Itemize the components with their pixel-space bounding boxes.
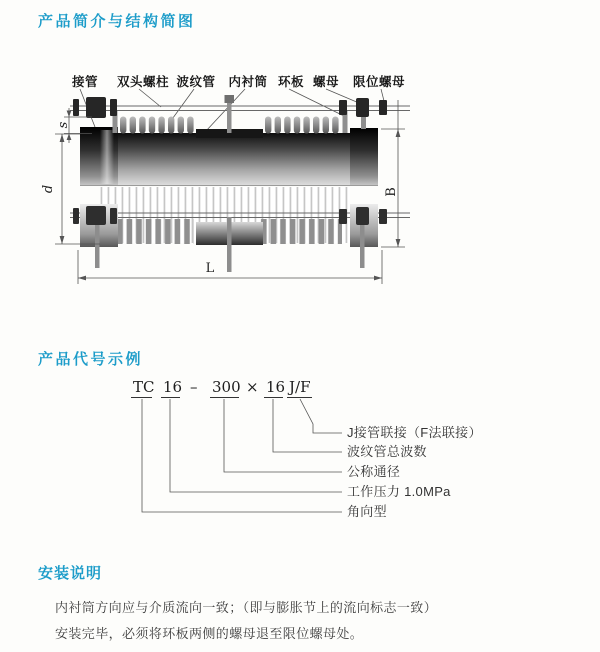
end-flange xyxy=(350,128,378,185)
callout-wave-count: 波纹管总波数 xyxy=(347,444,427,459)
label-limit-nut: 限位螺母 xyxy=(352,75,406,89)
dim-label-B: B xyxy=(384,187,399,197)
bellows-reflection-right xyxy=(258,219,342,244)
code-seg-dash: – xyxy=(190,378,198,396)
bellows-left xyxy=(120,117,194,134)
code-seg-waves: 16 xyxy=(266,378,286,396)
label-stud-bolt: 双头螺柱 xyxy=(116,75,170,89)
dimension-B xyxy=(381,100,405,247)
pipe-highlight xyxy=(100,130,114,184)
bellows-reflection-left xyxy=(112,219,194,244)
section-title-intro: 产品简介与结构简图 xyxy=(38,13,196,30)
bellows-right xyxy=(265,117,339,134)
code-callout-lines xyxy=(142,399,342,512)
callout-angular-type: 角向型 xyxy=(347,504,387,519)
part-labels xyxy=(71,74,405,89)
section-title-code-example: 产品代号示例 xyxy=(38,351,144,368)
code-segments xyxy=(133,378,310,396)
expansion-joint-illustration xyxy=(41,74,410,284)
label-bellows: 波纹管 xyxy=(176,75,216,89)
callout-connection: J接管联接（F法联接） xyxy=(347,425,482,440)
code-callout-labels xyxy=(347,425,482,519)
product-code-diagram xyxy=(131,378,482,519)
code-seg-times: × xyxy=(246,378,259,396)
installation-line-2: 安装完毕，必须将环板两侧的螺母退至限位螺母处。 xyxy=(55,626,364,641)
label-ring-plate: 环板 xyxy=(277,75,305,89)
label-nut: 螺母 xyxy=(312,75,340,89)
section-title-installation: 安装说明 xyxy=(38,565,103,582)
code-seg-type: TC xyxy=(133,378,155,396)
code-seg-pressure: 16 xyxy=(163,378,183,396)
callout-working-pressure: 工作压力 1.0MPa xyxy=(347,484,451,499)
dim-label-L: L xyxy=(205,261,215,276)
code-seg-diameter: 300 xyxy=(212,378,241,396)
joint-body xyxy=(118,133,350,185)
installation-line-1: 内衬筒方向应与介质流向一致；（即与膨胀节上的流向标志一致） xyxy=(55,600,438,615)
code-seg-connection: J/F xyxy=(289,378,311,396)
label-inner-sleeve: 内衬筒 xyxy=(228,75,268,89)
label-pipe-end: 接管 xyxy=(71,75,99,89)
dim-label-d: d xyxy=(41,184,56,194)
callout-nominal-diameter: 公称通径 xyxy=(347,464,401,479)
dim-label-s: s xyxy=(56,121,71,129)
